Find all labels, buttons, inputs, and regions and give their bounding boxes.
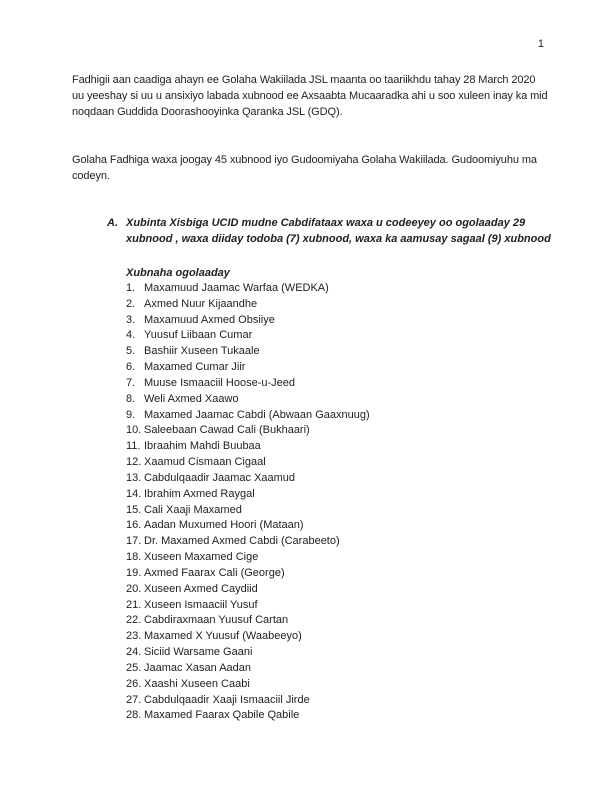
list-item-number: 26. (126, 677, 142, 690)
list-item (126, 518, 557, 534)
section-a-heading (107, 215, 557, 247)
section-heading-text: Xubinta Xisbiga UCID mudne Cabdifataax waxa u codeeyey oo ogolaaday 29 xubnood , waxa diiday todoba (7) xubnood, waxa ka aamusay sagaal (9) xubnood (126, 217, 551, 245)
member-name: Xaamud Cismaan Cigaal (144, 456, 266, 469)
list-item-number: 28. (126, 709, 142, 722)
list-item-number: 12. (126, 456, 142, 469)
list-item (126, 708, 557, 724)
list-item-number: 4. (126, 329, 136, 342)
list-item-number: 6. (126, 361, 136, 374)
member-name: Saleebaan Cawad Cali (Bukhaari) (144, 424, 310, 437)
list-item (126, 439, 557, 455)
page-number: 1 (537, 38, 544, 50)
member-name: Weli Axmed Xaawo (144, 392, 239, 405)
list-item (126, 344, 557, 360)
member-name: Muuse Ismaaciil Hoose-u-Jeed (144, 376, 296, 389)
list-item (126, 598, 557, 614)
list-item (126, 693, 557, 709)
list-item-number: 2. (126, 297, 136, 310)
list-item (126, 281, 557, 297)
member-name: Xuseen Maxamed Cige (144, 551, 259, 564)
member-name: Cabdulqaadir Xaaji Ismaaciil Jirde (144, 693, 310, 706)
list-item-number: 25. (126, 661, 142, 674)
list-item-number: 20. (126, 582, 142, 595)
list-item-number: 16. (126, 519, 142, 532)
member-name: Dr. Maxamed Axmed Cabdi (Carabeeto) (144, 535, 340, 548)
list-item (126, 613, 557, 629)
list-item-number: 5. (126, 345, 136, 358)
list-item (126, 582, 557, 598)
list-item (126, 677, 557, 693)
list-item (126, 408, 557, 424)
member-name: Maxamed X Yuusuf (Waabeeyo) (144, 630, 302, 643)
list-item-number: 1. (126, 282, 136, 294)
member-name: Siciid Warsame Gaani (144, 646, 253, 659)
list-item (126, 471, 557, 487)
list-item (126, 661, 557, 677)
member-name: Maxamed Jaamac Cabdi (Abwaan Gaaxnuug) (144, 408, 370, 421)
list-item (126, 392, 557, 408)
member-name: Axmed Faarax Cali (George) (144, 566, 285, 579)
member-name: Xuseen Ismaaciil Yusuf (144, 598, 258, 611)
member-name: Maxamed Faarax Qabile Qabile (144, 709, 300, 722)
list-item (126, 566, 557, 582)
section-a (107, 215, 557, 724)
list-item-number: 3. (126, 313, 136, 326)
list-item (126, 455, 557, 471)
member-name: Cali Xaaji Maxamed (144, 503, 242, 516)
list-item (126, 629, 557, 645)
member-name: Cabdiraxmaan Yuusuf Cartan (144, 614, 289, 627)
member-name: Yuusuf Liibaan Cumar (144, 329, 253, 342)
list-item-number: 22. (126, 614, 142, 627)
intro-paragraph: Fadhigii aan caadiga ahayn ee Golaha Wakiilada JSL maanta oo taariikhdu tahay 28 March 2020 uu yeeshay si uu u ansixiyo labada xubnood ee Axsaabta Mucaaradka ahi u soo xuleen inay ka mid noqdaan Guddida Doorashooyinka Qaranka JSL (GDQ). (72, 74, 548, 118)
list-item-number: 13. (126, 471, 142, 484)
list-item-number: 27. (126, 693, 142, 706)
attendance-paragraph: Golaha Fadhiga waxa joogay 45 xubnood iyo Gudoomiyaha Golaha Wakiilada. Gudoomiyuhu ma codeyn. (72, 154, 537, 182)
list-item (126, 503, 557, 519)
approved-members-heading: Xubnaha ogolaaday (126, 267, 230, 279)
list-item-number: 9. (126, 408, 136, 421)
list-item-number: 11. (126, 440, 141, 453)
list-item (126, 423, 557, 439)
list-item-number: 8. (126, 392, 136, 405)
list-item-number: 15. (126, 503, 142, 516)
list-item-number: 10. (126, 424, 142, 437)
list-item (126, 297, 557, 313)
list-item (126, 328, 557, 344)
member-name: Xuseen Axmed Caydiid (144, 582, 258, 595)
list-item (126, 313, 557, 329)
list-item-number: 24. (126, 646, 142, 659)
member-name: Aadan Muxumed Hoori (Mataan) (144, 519, 304, 532)
member-name: Maxamuud Jaamac Warfaa (WEDKA) (144, 282, 329, 294)
list-item (126, 534, 557, 550)
list-item (126, 550, 557, 566)
member-name: Axmed Nuur Kijaandhe (144, 297, 258, 310)
member-name: Cabdulqaadir Jaamac Xaamud (144, 471, 296, 484)
list-item-number: 14. (126, 487, 142, 500)
section-letter: A. (107, 217, 118, 229)
list-item-number: 17. (126, 535, 142, 548)
list-item-number: 19. (126, 566, 142, 579)
list-item-number: 7. (126, 376, 136, 389)
list-item-number: 18. (126, 551, 142, 564)
list-item (126, 645, 557, 661)
member-name: Maxamed Cumar Jiir (144, 361, 246, 374)
member-name: Jaamac Xasan Aadan (144, 661, 252, 674)
approved-members-list (126, 281, 557, 724)
list-item-number: 23. (126, 630, 142, 643)
member-name: Maxamuud Axmed Obsiiye (144, 313, 275, 326)
list-item (126, 360, 557, 376)
list-item (126, 487, 557, 503)
member-name: Xaashi Xuseen Caabi (144, 677, 250, 690)
list-item-number: 21. (126, 598, 142, 611)
member-name: Ibraahim Mahdi Buubaa (144, 440, 261, 453)
member-name: Bashiir Xuseen Tukaale (144, 345, 260, 358)
list-item (126, 376, 557, 392)
member-name: Ibrahim Axmed Raygal (144, 487, 255, 500)
